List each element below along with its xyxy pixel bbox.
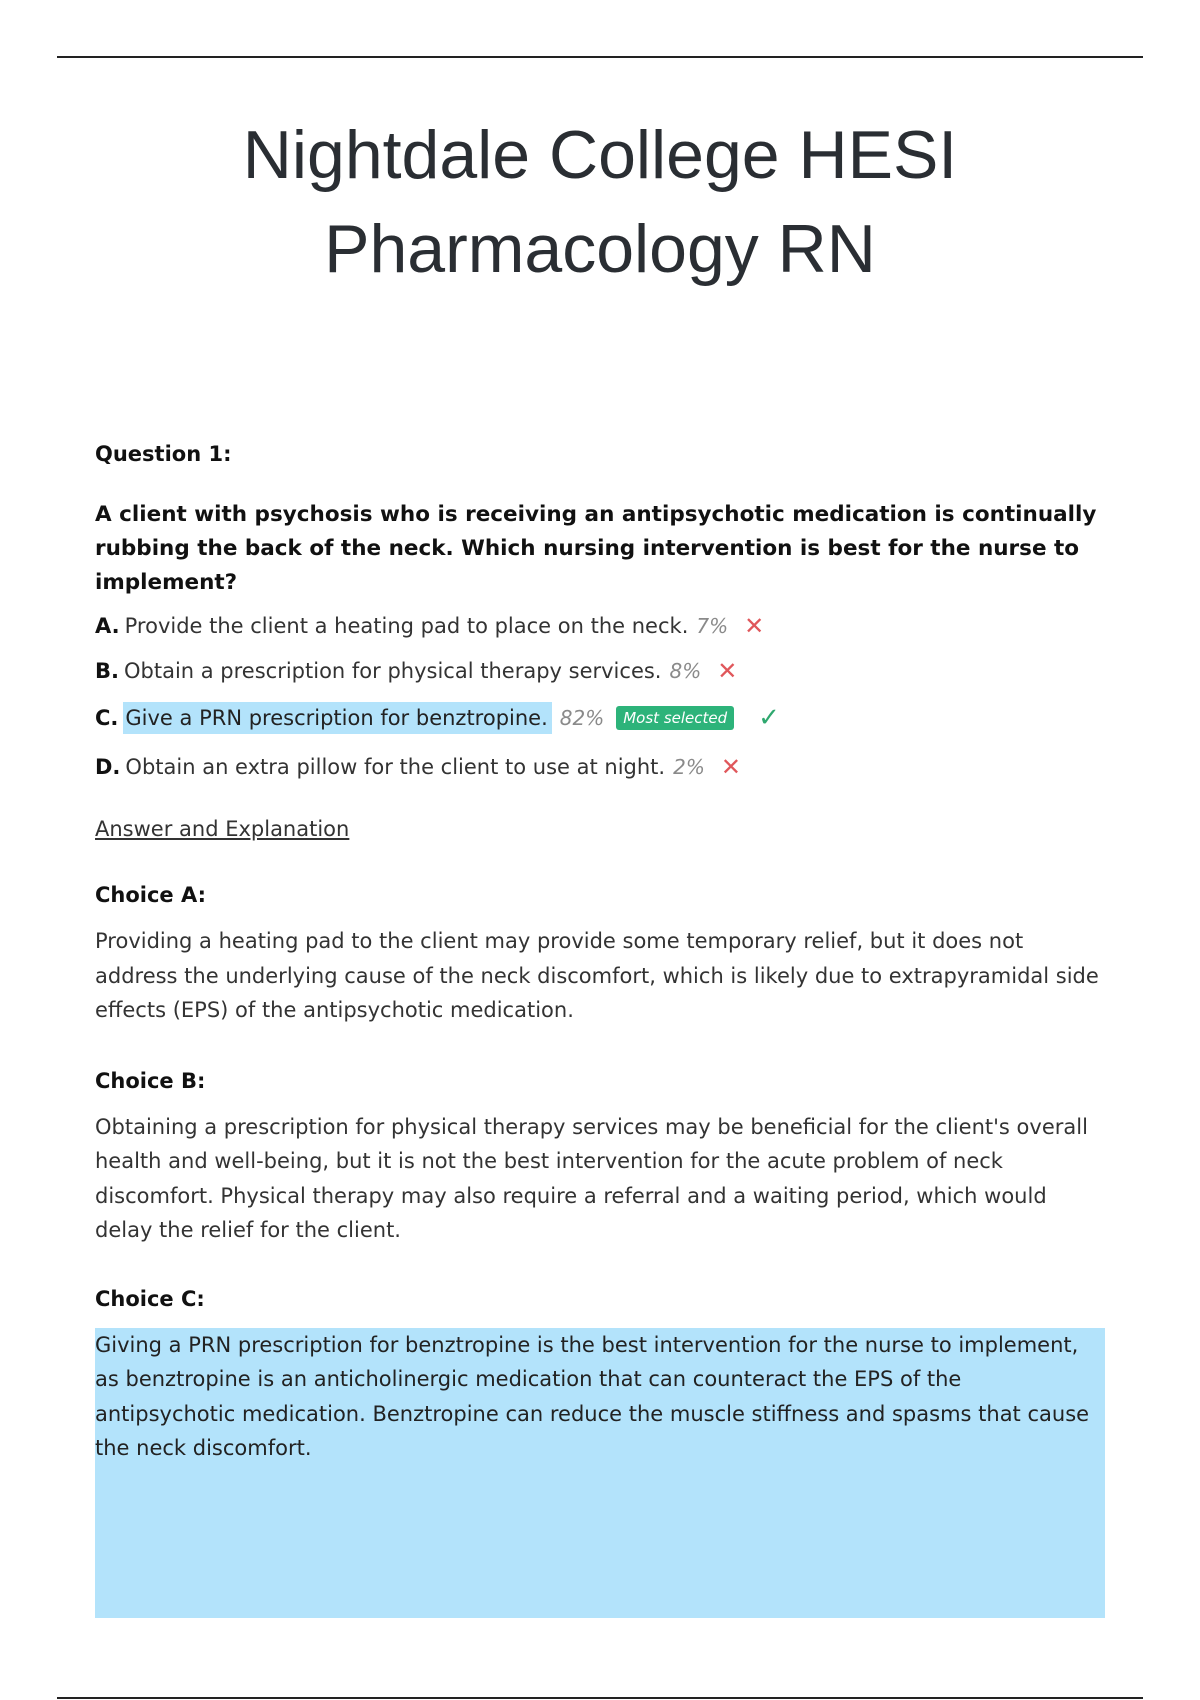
option-letter: D.	[95, 755, 121, 779]
option-c[interactable]	[95, 700, 1105, 736]
option-text: Obtain a prescription for physical therapy services.	[123, 659, 662, 683]
title-line-1: Nightdale College HESI	[242, 117, 958, 193]
option-percent: 2%	[673, 755, 705, 779]
choice-a-text: Providing a heating pad to the client may provide some temporary relief, but it does not address the underlying cause of the neck discomfort, which is likely due to extrapyramidal side effects (EPS) of the antipsychotic medication.	[95, 929, 1099, 1022]
question-number: Question 1:	[95, 442, 232, 466]
choice-c-block	[95, 1284, 1105, 1618]
check-icon: ✓	[758, 703, 780, 733]
title-line-2: Pharmacology RN	[324, 211, 876, 287]
question-section	[95, 438, 1105, 1618]
most-selected-badge: Most selected	[616, 706, 734, 730]
option-d[interactable]	[95, 751, 1105, 783]
bottom-rule	[57, 1697, 1143, 1699]
option-percent: 7%	[696, 614, 729, 638]
top-rule	[57, 56, 1143, 58]
option-b[interactable]	[95, 655, 1105, 687]
answer-options	[95, 610, 1105, 783]
option-percent: 82%	[559, 706, 605, 730]
choice-a-heading: Choice A:	[95, 883, 207, 907]
choice-b-block	[95, 1066, 1105, 1248]
x-icon: ✕	[744, 612, 765, 640]
answer-explanation-link[interactable]: Answer and Explanation	[95, 817, 350, 841]
option-text: Provide the client a heating pad to place on the neck.	[124, 614, 689, 638]
x-icon: ✕	[717, 657, 738, 685]
option-letter: B.	[95, 659, 119, 683]
option-text-highlighted: Give a PRN prescription for benztropine.	[123, 702, 551, 734]
choice-c-text-highlighted: Giving a PRN prescription for benztropine is the best intervention for the nurse to implement, as benztropine is an anticholinergic medication that can counteract the EPS of the antipsychotic medication. Benztropine can reduce the muscle stiffness and spasms that cause the neck discomfort.	[95, 1328, 1105, 1618]
x-icon: ✕	[720, 753, 741, 781]
page-title	[0, 108, 1200, 296]
choice-c-heading: Choice C:	[95, 1286, 205, 1311]
choice-a-block	[95, 880, 1105, 1028]
option-letter: C.	[95, 706, 119, 730]
choice-b-heading: Choice B:	[95, 1068, 206, 1093]
option-text: Obtain an extra pillow for the client to use at night.	[125, 755, 666, 779]
option-a[interactable]	[95, 610, 1105, 642]
question-text: A client with psychosis who is receiving an antipsychotic medication is continually rubbing the back of the neck. Which nursing intervention is best for the nurse to implement?	[95, 502, 1097, 595]
option-letter: A.	[95, 614, 120, 638]
choice-b-text: Obtaining a prescription for physical therapy services may be beneficial for the client's overall health and well-being, but it is not the best intervention for the acute problem of neck discomfort. Physical therapy may also require a referral and a waiting period, which would delay the relief for the client.	[95, 1114, 1088, 1242]
option-percent: 8%	[669, 659, 702, 683]
